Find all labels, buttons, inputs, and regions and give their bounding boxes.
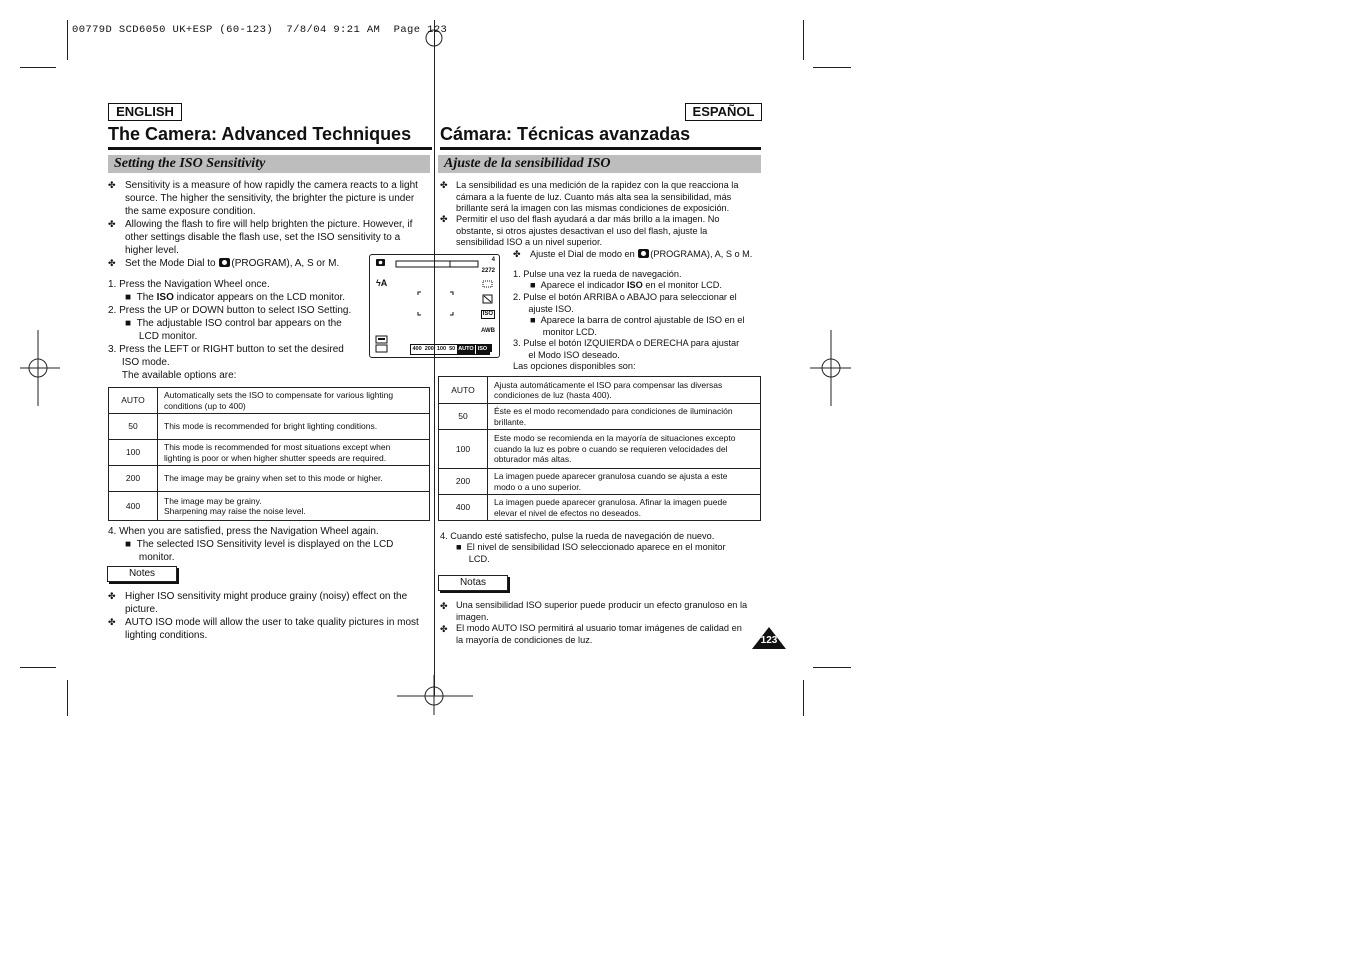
camera-icon: [219, 258, 230, 267]
resolution-label: 2272: [481, 268, 495, 274]
page-title-english: The Camera: Advanced Techniques: [108, 124, 412, 144]
language-label-english: ENGLISH: [108, 103, 182, 121]
table-row: 200 The image may be grainy when set to this mode or higher.: [109, 466, 430, 492]
table-row: 400 La imagen puede aparecer granulosa. Afinar la imagen puede elevar el nivel de efectos no deseados.: [439, 495, 761, 521]
white-balance-icon: AWB: [481, 328, 495, 334]
bullet-text: Ajuste el Dial de modo en (PROGRAMA), A, S o M.: [530, 249, 753, 259]
step-1-sub: ■ Aparece el indicador ISO en el monitor LCD.: [530, 280, 722, 290]
language-label-spanish: ESPAÑOL: [685, 103, 762, 121]
bullet-text: Permitir el uso del flash ayudará a dar más brillo a la imagen. No obstante, si otros ajustes desactivan el uso del flash, ajuste la sensibilidad ISO a un nivel superior.: [456, 214, 720, 248]
section-heading-english: Setting the ISO Sensitivity: [108, 155, 430, 173]
print-slug: 00779D SCD6050 UK+ESP (60-123) 7/8/04 9:21 AM Page 123: [72, 24, 448, 36]
step-3: 3. Press the LEFT or RIGHT button to set the desired ISO mode. The available options are:: [108, 344, 344, 381]
step-4: 4. Cuando esté satisfecho, pulse la rueda de navegación de nuevo.: [440, 531, 715, 541]
bullet-text: Set the Mode Dial to (PROGRAM), A, S or M.: [125, 258, 340, 269]
crop-mark: [67, 680, 68, 716]
step-4: 4. When you are satisfied, press the Navigation Wheel again.: [108, 526, 379, 537]
crop-mark: [803, 680, 804, 716]
cross-bullet-icon: ✤: [108, 258, 116, 268]
step-4-sub: ■ The selected ISO Sensitivity level is displayed on the LCD monitor.: [125, 539, 394, 563]
iso-options-table-english: [108, 387, 430, 521]
table-row: 400 The image may be grainy. Sharpening may raise the noise level.: [109, 492, 430, 521]
note-text: AUTO ISO mode will allow the user to take quality pictures in most lighting conditions.: [125, 617, 419, 641]
table-row: 50 Éste es el modo recomendado para condiciones de iluminación brillante.: [439, 404, 761, 430]
page-number: 123: [760, 635, 778, 646]
step-2-sub: ■ Aparece la barra de control ajustable de ISO en el monitor LCD.: [530, 315, 745, 337]
note-text: El modo AUTO ISO permitirá al usuario tomar imágenes de calidad en la mayoría de condiciones de luz.: [456, 623, 742, 645]
step-1-sub: ■ The ISO indicator appears on the LCD monitor.: [125, 292, 346, 303]
iso-indicator-icon: ISO: [482, 311, 493, 317]
table-row: 200 La imagen puede aparecer granulosa cuando se ajusta a este modo o a uno superior.: [439, 469, 761, 495]
notes-label-spanish: Notas: [438, 575, 508, 591]
step-2: 2. Press the UP or DOWN button to select ISO Setting.: [108, 305, 352, 316]
cross-bullet-icon: ✤: [108, 219, 116, 229]
crop-mark: [813, 667, 851, 668]
crop-mark: [813, 67, 851, 68]
title-rule: [108, 147, 432, 150]
table-row: 100 This mode is recommended for most situations except when lighting is poor or when higher shutter speeds are required.: [109, 440, 430, 466]
table-row: 100 Este modo se recomienda en la mayoría de situaciones excepto cuando la luz es pobre o cuando se requieren velocidades del obturador más altas.: [439, 430, 761, 469]
gutter-line: [434, 20, 435, 696]
iso-options-table-spanish: [438, 376, 761, 521]
cross-bullet-icon: ✤: [108, 617, 116, 627]
cross-bullet-icon: ✤: [440, 180, 448, 190]
step-1: 1. Pulse una vez la rueda de navegación.: [513, 269, 682, 279]
step-2-sub: ■ The adjustable ISO control bar appears on the LCD monitor.: [125, 318, 342, 342]
lcd-monitor-illustration: [369, 254, 500, 358]
crop-mark: [67, 20, 68, 60]
bullet-text: Sensitivity is a measure of how rapidly the camera reacts to a light source. The higher the sensitivity, the brighter the picture is under the same exposure condition.: [125, 180, 418, 217]
registration-target-right: [810, 330, 851, 406]
notes-label-english: Notes: [107, 566, 177, 582]
title-rule: [440, 147, 761, 150]
shot-count: 4: [491, 257, 495, 263]
step-2: 2. Pulse el botón ARRIBA o ABAJO para seleccionar el ajuste ISO.: [513, 292, 737, 314]
step-1: 1. Press the Navigation Wheel once.: [108, 279, 270, 290]
section-heading-spanish: Ajuste de la sensibilidad ISO: [438, 155, 761, 173]
flash-auto-icon: ϟA: [376, 278, 388, 288]
registration-target-left: [20, 330, 60, 406]
page-title-spanish: Cámara: Técnicas avanzadas: [440, 124, 691, 144]
cross-bullet-icon: ✤: [513, 249, 521, 259]
camera-icon: [638, 249, 649, 258]
crop-mark: [20, 67, 56, 68]
table-row: AUTO Automatically sets the ISO to compensate for various lighting conditions (up to 400): [109, 388, 430, 414]
cross-bullet-icon: ✤: [108, 180, 116, 190]
cross-bullet-icon: ✤: [440, 601, 448, 611]
bullet-text: La sensibilidad es una medición de la rapidez con la que reacciona la cámara a la fuente de luz. Cuanto más alta sea la sensibilidad, más brillante será la imagen con las mismas condiciones de exposición.: [456, 180, 739, 214]
cross-bullet-icon: ✤: [108, 591, 116, 601]
crop-mark: [803, 20, 804, 60]
bullet-text: Allowing the flash to fire will help brighten the picture. However, if other settings disable the flash use, set the ISO sensitivity to a higher level.: [125, 219, 413, 256]
step-4-sub: ■ El nivel de sensibilidad ISO seleccionado aparece en el monitor LCD.: [456, 542, 726, 564]
registration-target-bottom: [397, 675, 473, 715]
table-row: 50 This mode is recommended for bright lighting conditions.: [109, 414, 430, 440]
note-text: Una sensibilidad ISO superior puede producir un efecto granuloso en la imagen.: [456, 600, 748, 622]
note-text: Higher ISO sensitivity might produce grainy (noisy) effect on the picture.: [125, 591, 408, 615]
step-3: 3. Pulse el botón IZQUIERDA o DERECHA para ajustar el Modo ISO deseado. Las opciones disponibles son:: [513, 338, 740, 372]
cross-bullet-icon: ✤: [440, 214, 448, 224]
cross-bullet-icon: ✤: [440, 624, 448, 634]
iso-control-bar: 400 200 100 50 AUTO ISO: [410, 344, 490, 355]
crop-mark: [20, 667, 56, 668]
table-row: AUTO Ajusta automáticamente el ISO para compensar las diversas condiciones de luz (hasta 400).: [439, 377, 761, 404]
